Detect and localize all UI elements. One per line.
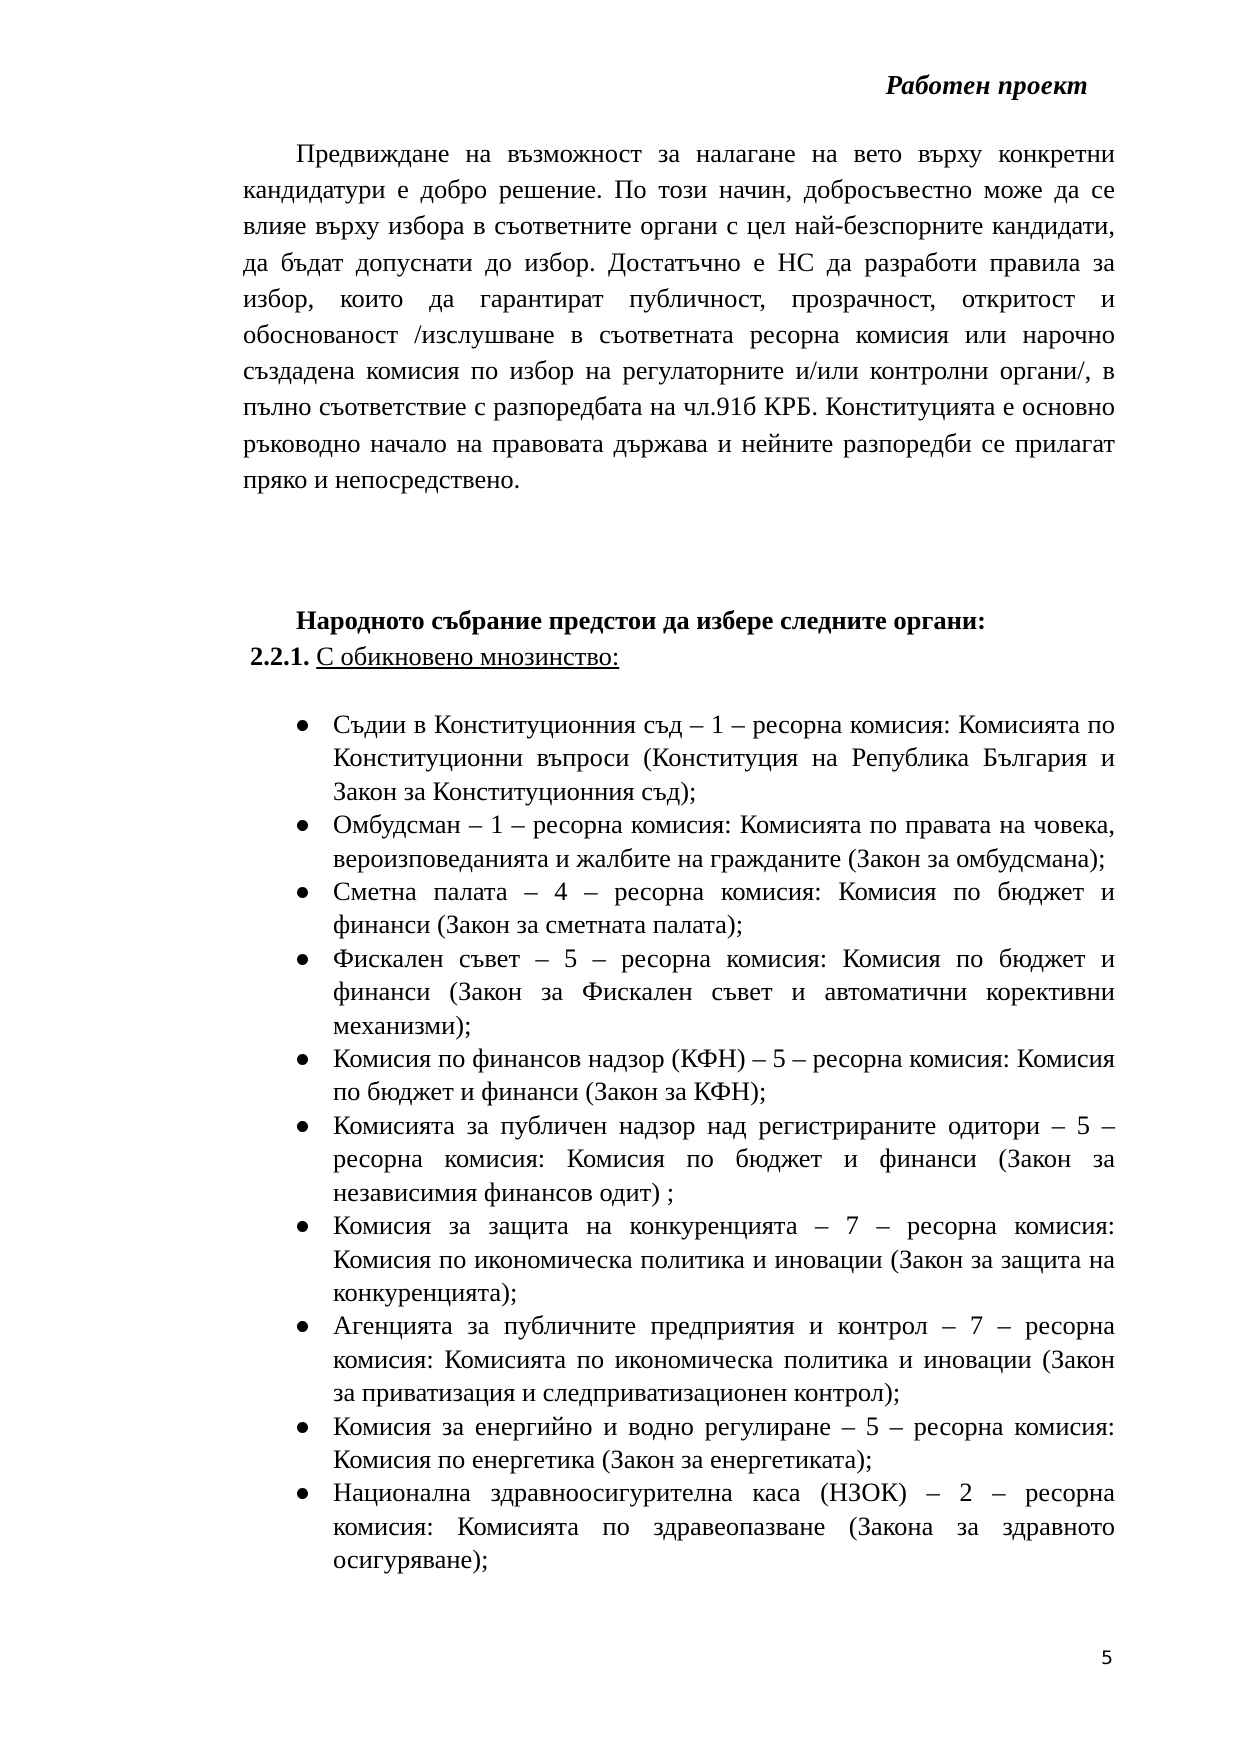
subsection-label: С обикновено мнозинство: — [316, 641, 620, 671]
bullet-icon — [297, 1221, 308, 1232]
bullet-icon — [297, 1054, 308, 1065]
list-item — [333, 1109, 1115, 1209]
intro-paragraph: Предвиждане на възможност за налагане на вето върху конкретни кандидатури е добро решение. По този начин, добросъвестно може да се влияе върху избора в съответните органи с цел най-безспорните кандидати, да бъдат допуснати до избор. Достатъчно е НС да разработи правила за избор, които да гарантират публичност, прозрачност, откритост и обоснованост /изслушване в съответната ресорна комисия или нарочно създадена комисия по избор на регулаторните и/или контролни органи/, в пълно съответствие с разпоредбата на чл.91б КРБ. Конституцията е основно ръководно начало на правовата държава и нейните разпоредби се прилагат пряко и непосредствено. — [243, 138, 1115, 494]
bullet-icon — [297, 1321, 308, 1332]
list-item-text: Омбудсман – 1 – ресорна комисия: Комисията по правата на човека, вероизповеданията и жалбите на гражданите (Закон за омбудсмана); — [333, 809, 1115, 873]
list-item-text: Комисия за енергийно и водно регулиране – 5 – ресорна комисия: Комисия по енергетика (Закон за енергетиката); — [333, 1410, 1115, 1474]
list-item — [333, 808, 1115, 875]
bullet-icon — [297, 820, 308, 831]
organs-list — [333, 708, 1115, 1577]
list-item-text: Комисия по финансов надзор (КФН) – 5 – ресорна комисия: Комисия по бюджет и финанси (Закон за КФН); — [333, 1043, 1115, 1107]
bullet-icon — [297, 954, 308, 965]
list-item — [333, 1042, 1115, 1109]
list-item — [333, 942, 1115, 1042]
list-item — [333, 1410, 1115, 1477]
list-item — [333, 1476, 1115, 1576]
list-item — [333, 1209, 1115, 1309]
bullet-icon — [297, 1121, 308, 1132]
list-item-text: Сметна палата – 4 – ресорна комисия: Комисия по бюджет и финанси (Закон за сметната палата); — [333, 876, 1115, 940]
list-item — [333, 708, 1115, 808]
bullet-icon — [297, 1422, 308, 1433]
subsection-heading — [250, 638, 619, 674]
list-item-text: Съдии в Конституционния съд – 1 – ресорна комисия: Комисията по Конституционни въпроси (Конституция на Република България и Закон за Конституционния съд); — [333, 709, 1115, 806]
subsection-number: 2.2.1. — [250, 641, 310, 671]
section-heading: Народното събрание предстои да избере следните органи: — [296, 605, 986, 635]
bullet-icon — [297, 887, 308, 898]
running-header-title: Работен проект — [885, 70, 1088, 100]
list-item — [333, 875, 1115, 942]
list-item-text: Комисия за защита на конкуренцията – 7 – ресорна комисия: Комисия по икономическа политика и иновации (Закон за защита на конкуренцията); — [333, 1210, 1115, 1307]
bullet-icon — [297, 720, 308, 731]
list-item-text: Национална здравноосигурителна каса (НЗОК) – 2 – ресорна комисия: Комисията по здравеопазване (Закона за здравното осигуряване); — [333, 1477, 1115, 1575]
bullet-icon — [297, 1488, 308, 1499]
page-number: 5 — [1101, 1647, 1114, 1669]
list-item-text: Агенцията за публичните предприятия и контрол – 7 – ресорна комисия: Комисията по икономическа политика и иновации (Закон за приватизация и следприватизационен контрол); — [333, 1310, 1115, 1408]
intro-section — [243, 135, 1115, 497]
list-item — [333, 1309, 1115, 1409]
list-item-text: Фискален съвет – 5 – ресорна комисия: Комисия по бюджет и финанси (Закон за Фискален съвет и автоматични корективни механизми); — [333, 942, 1115, 1040]
list-item-text: Комисията за публичен надзор над регистрираните одитори – 5 – ресорна комисия: Комисия по бюджет и финанси (Закон за независимия финансов одит) ; — [333, 1109, 1115, 1207]
